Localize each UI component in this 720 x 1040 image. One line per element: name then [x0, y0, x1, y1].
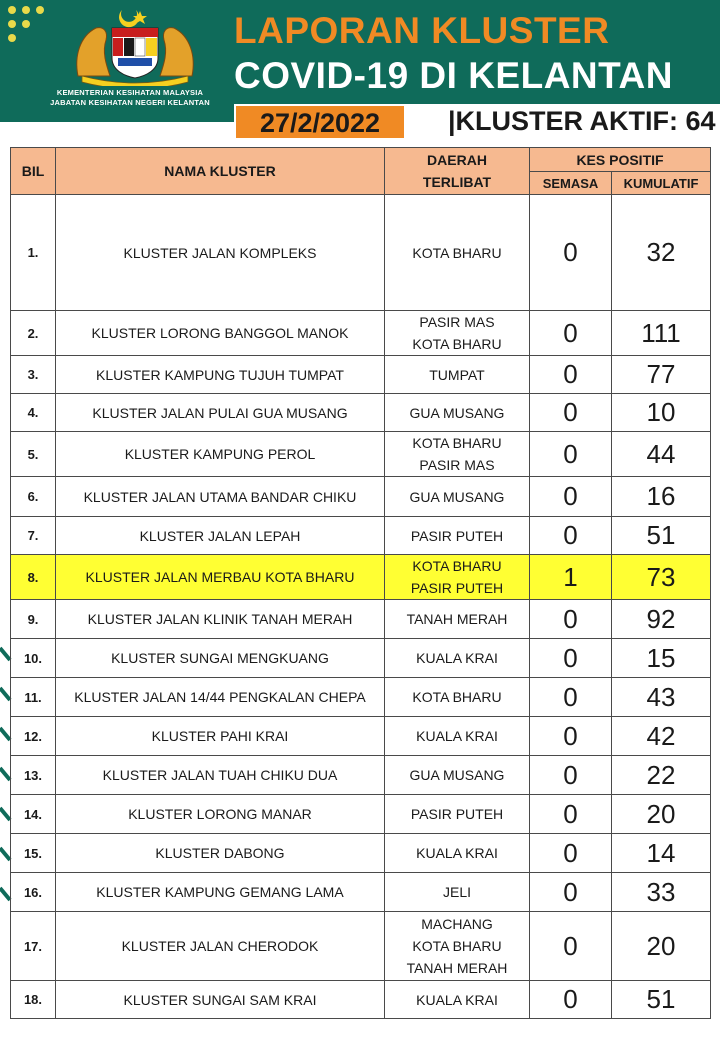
- table-row: [11, 432, 711, 477]
- row-number: 14.: [11, 795, 56, 834]
- affected-districts: [385, 356, 530, 394]
- current-cases: 0: [530, 356, 612, 394]
- row-number: 8.: [11, 555, 56, 600]
- table-row: [11, 311, 711, 356]
- district-name: GUA MUSANG: [409, 767, 505, 783]
- current-cases: 0: [530, 756, 612, 795]
- cumulative-cases: 51: [612, 517, 711, 555]
- table-row: [11, 717, 711, 756]
- header-positive-cases: KES POSITIF: [530, 148, 711, 172]
- affected-districts: [385, 912, 530, 981]
- header-current: SEMASA: [530, 172, 612, 195]
- current-cases: 0: [530, 517, 612, 555]
- cumulative-cases: 16: [612, 477, 711, 517]
- cluster-name: KLUSTER KAMPUNG GEMANG LAMA: [56, 873, 385, 912]
- cumulative-cases: 20: [612, 795, 711, 834]
- malaysia-coat-of-arms-icon: [60, 6, 210, 86]
- row-number: 5.: [11, 432, 56, 477]
- affected-districts: [385, 555, 530, 600]
- current-cases: 0: [530, 432, 612, 477]
- cumulative-cases: 32: [612, 195, 711, 311]
- cumulative-cases: 77: [612, 356, 711, 394]
- cluster-name: KLUSTER JALAN TUAH CHIKU DUA: [56, 756, 385, 795]
- affected-districts: [385, 517, 530, 555]
- cumulative-cases: 10: [612, 394, 711, 432]
- district-name: KUALA KRAI: [416, 728, 498, 744]
- cluster-name: KLUSTER SUNGAI SAM KRAI: [56, 981, 385, 1019]
- header-area: [385, 148, 530, 195]
- affected-districts: [385, 834, 530, 873]
- header-cumulative: KUMULATIF: [612, 172, 711, 195]
- affected-districts: [385, 873, 530, 912]
- affected-districts: [385, 432, 530, 477]
- current-cases: 0: [530, 311, 612, 356]
- current-cases: 0: [530, 834, 612, 873]
- table-row: [11, 795, 711, 834]
- cluster-name: KLUSTER SUNGAI MENGKUANG: [56, 639, 385, 678]
- affected-districts: [385, 394, 530, 432]
- row-number: 6.: [11, 477, 56, 517]
- header-bil: BIL: [11, 148, 56, 195]
- district-name: PASIR PUTEH: [410, 580, 504, 596]
- cluster-name: KLUSTER JALAN 14/44 PENGKALAN CHEPA: [56, 678, 385, 717]
- district-name: KOTA BHARU: [412, 558, 502, 574]
- row-number: 18.: [11, 981, 56, 1019]
- current-cases: 0: [530, 912, 612, 981]
- row-number: 3.: [11, 356, 56, 394]
- affected-districts: [385, 600, 530, 639]
- district-name: GUA MUSANG: [409, 404, 505, 421]
- state-department-name: JABATAN KESIHATAN NEGERI KELANTAN: [50, 98, 210, 107]
- cluster-name: KLUSTER JALAN PULAI GUA MUSANG: [56, 394, 385, 432]
- district-name: GUA MUSANG: [409, 488, 505, 505]
- row-number: 10.: [11, 639, 56, 678]
- row-number: 12.: [11, 717, 56, 756]
- cluster-name: KLUSTER PAHI KRAI: [56, 717, 385, 756]
- cumulative-cases: 42: [612, 717, 711, 756]
- cluster-rows: [11, 195, 711, 1019]
- table-row: [11, 394, 711, 432]
- cumulative-cases: 43: [612, 678, 711, 717]
- district-name: KUALA KRAI: [416, 650, 498, 666]
- row-number: 7.: [11, 517, 56, 555]
- header-area-line2: TERLIBAT: [422, 174, 492, 190]
- report-date: 27/2/2022: [236, 106, 404, 138]
- row-number: 16.: [11, 873, 56, 912]
- row-number: 17.: [11, 912, 56, 981]
- cluster-name: KLUSTER LORONG BANGGOL MANOK: [56, 311, 385, 356]
- table-row: [11, 356, 711, 394]
- district-name: JELI: [442, 884, 471, 900]
- table-row: [11, 639, 711, 678]
- current-cases: 0: [530, 195, 612, 311]
- table-row: [11, 600, 711, 639]
- affected-districts: [385, 639, 530, 678]
- district-name: KOTA BHARU: [412, 435, 502, 451]
- affected-districts: [385, 477, 530, 517]
- district-name: PASIR MAS: [419, 314, 495, 330]
- district-name: KOTA BHARU: [412, 244, 502, 261]
- header-area-line1: DAERAH: [427, 152, 487, 168]
- cumulative-cases: 33: [612, 873, 711, 912]
- cumulative-cases: 44: [612, 432, 711, 477]
- table-row: [11, 195, 711, 311]
- current-cases: 0: [530, 981, 612, 1019]
- district-name: TUMPAT: [429, 366, 485, 383]
- district-name: PASIR PUTEH: [410, 527, 504, 544]
- district-name: KUALA KRAI: [416, 991, 498, 1008]
- row-number: 4.: [11, 394, 56, 432]
- cluster-name: KLUSTER JALAN LEPAH: [56, 517, 385, 555]
- cumulative-cases: 92: [612, 600, 711, 639]
- district-name: KOTA BHARU: [412, 689, 502, 705]
- district-name: PASIR MAS: [419, 457, 495, 473]
- table-row: [11, 555, 711, 600]
- row-number: 2.: [11, 311, 56, 356]
- district-name: TANAH MERAH: [406, 960, 508, 976]
- cumulative-cases: 51: [612, 981, 711, 1019]
- district-name: PASIR PUTEH: [410, 806, 504, 822]
- table-row: [11, 981, 711, 1019]
- affected-districts: [385, 795, 530, 834]
- affected-districts: [385, 195, 530, 311]
- affected-districts: [385, 981, 530, 1019]
- cluster-name: KLUSTER JALAN UTAMA BANDAR CHIKU: [56, 477, 385, 517]
- row-number: 1.: [11, 195, 56, 311]
- affected-districts: [385, 756, 530, 795]
- cluster-name: KLUSTER LORONG MANAR: [56, 795, 385, 834]
- cluster-table: [10, 147, 711, 1019]
- table-row: [11, 678, 711, 717]
- row-number: 13.: [11, 756, 56, 795]
- row-number: 15.: [11, 834, 56, 873]
- cumulative-cases: 15: [612, 639, 711, 678]
- table-row: [11, 834, 711, 873]
- cluster-name: KLUSTER JALAN MERBAU KOTA BHARU: [56, 555, 385, 600]
- current-cases: 0: [530, 873, 612, 912]
- table-row: [11, 756, 711, 795]
- current-cases: 0: [530, 394, 612, 432]
- row-number: 9.: [11, 600, 56, 639]
- table-row: [11, 912, 711, 981]
- district-name: KUALA KRAI: [416, 845, 498, 861]
- current-cases: 0: [530, 678, 612, 717]
- cumulative-cases: 14: [612, 834, 711, 873]
- cluster-name: KLUSTER KAMPUNG TUJUH TUMPAT: [56, 356, 385, 394]
- affected-districts: [385, 678, 530, 717]
- cluster-name: KLUSTER DABONG: [56, 834, 385, 873]
- table-row: [11, 873, 711, 912]
- current-cases: 0: [530, 717, 612, 756]
- cumulative-cases: 111: [612, 311, 711, 356]
- row-number: 11.: [11, 678, 56, 717]
- affected-districts: [385, 717, 530, 756]
- cumulative-cases: 20: [612, 912, 711, 981]
- cumulative-cases: 73: [612, 555, 711, 600]
- cluster-name: KLUSTER JALAN CHERODOK: [56, 912, 385, 981]
- current-cases: 1: [530, 555, 612, 600]
- current-cases: 0: [530, 639, 612, 678]
- cumulative-cases: 22: [612, 756, 711, 795]
- table-row: [11, 517, 711, 555]
- current-cases: 0: [530, 600, 612, 639]
- current-cases: 0: [530, 795, 612, 834]
- header-cluster-name: NAMA KLUSTER: [56, 148, 385, 195]
- active-cluster-count: |KLUSTER AKTIF: 64: [448, 106, 716, 136]
- district-name: MACHANG: [421, 916, 493, 932]
- affected-districts: [385, 311, 530, 356]
- district-name: TANAH MERAH: [406, 611, 508, 627]
- cluster-name: KLUSTER JALAN KLINIK TANAH MERAH: [56, 600, 385, 639]
- current-cases: 0: [530, 477, 612, 517]
- cluster-name: KLUSTER KAMPUNG PEROL: [56, 432, 385, 477]
- district-name: KOTA BHARU: [412, 336, 502, 352]
- ministry-name: KEMENTERIAN KESIHATAN MALAYSIA: [56, 88, 204, 97]
- district-name: KOTA BHARU: [412, 938, 502, 954]
- table-row: [11, 477, 711, 517]
- report-subtitle: COVID-19 DI KELANTAN: [234, 55, 673, 96]
- cluster-name: KLUSTER JALAN KOMPLEKS: [56, 195, 385, 311]
- report-title: LAPORAN KLUSTER: [234, 10, 610, 51]
